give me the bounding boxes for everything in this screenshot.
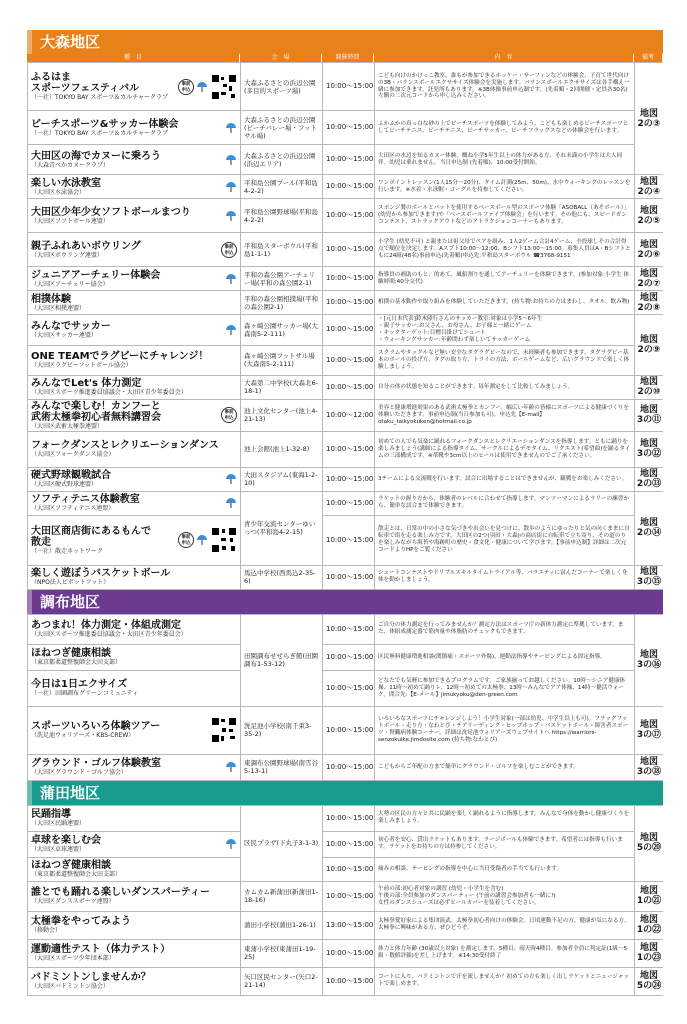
event-organizer: （大田区卓球連盟） (31, 846, 86, 854)
event-time: 10:00～15:00 (323, 63, 375, 111)
event-organizer: （大田区サッカー連盟） (31, 331, 97, 339)
event-organizer: （NPO法人ピボットフット） (31, 579, 110, 587)
event-time: 13:00～15:00 (323, 911, 375, 939)
event-description: 痛みの相談、テーピングの指導を中心に当日受傷者の手当ても行います。 (375, 857, 635, 881)
umbrella-icon (225, 181, 237, 193)
umbrella-icon (225, 154, 237, 166)
table-row (28, 911, 664, 939)
event-time: 10:00～15:00 (323, 467, 375, 491)
event-description: こどもからご年配の方まで簡単にグラウンド・ゴルフを楽しむことができます。 (375, 754, 635, 780)
event-organizer: （大田区フォークダンス協会） (31, 451, 115, 459)
map-reference: 地図 2の⑩ (635, 375, 664, 399)
event-venue: カムカム新蒲田(新蒲田1-18-16) (241, 881, 323, 911)
event-venue: 東蒲小学校(東蒲田1-19-25) (241, 939, 323, 967)
event-venue: 大森ふるさとの浜辺公園(多目的スポーツ場) (241, 63, 323, 111)
umbrella-icon (225, 273, 237, 285)
event-time: 10:00～15:00 (323, 175, 375, 199)
map-reference: 地図 1の㉒ (635, 911, 664, 939)
column-header-row (27, 54, 663, 62)
table-row (28, 881, 664, 911)
event-title: ビーチスポーツ&サッカー体験会 (31, 118, 179, 130)
event-title: 硬式野球観戦試合 (31, 470, 111, 482)
map-reference: 地図 2の④ (635, 175, 664, 199)
map-reference: 地図 3の⑱ (635, 754, 664, 780)
event-venue: 平和の森公園相撲場(平和の森公園2-1) (241, 291, 323, 315)
event-time: 10:00～12:00 (323, 399, 375, 431)
table-row (28, 644, 664, 670)
table-row (28, 754, 664, 780)
map-reference: 地図 5の⑳ (635, 805, 664, 881)
map-reference: 地図 3の⑯ (635, 614, 664, 706)
map-reference: 地図 2の⑦ (635, 267, 664, 291)
map-reference: 地図 2の⑧ (635, 291, 664, 315)
event-description: 3チームによる交流戦を行います。試合に出場することはできませんが、観戦をお楽しみください。 (375, 467, 635, 491)
umbrella-icon (196, 81, 208, 93)
event-venue: 馬込中学校(西馬込2-35-6) (241, 565, 323, 589)
event-title: 楽しい水泳教室 (31, 177, 101, 189)
event-description: 初心者を安心、貸出ラケットもあります。ラージボールも体験できます。希望者には指導も行います。ラケットをお持ちの方は持参してください。 (375, 831, 635, 857)
table-row (28, 967, 664, 995)
table-row (28, 111, 664, 145)
event-time: 10:00～15:00 (323, 644, 375, 670)
event-time: 10:00～15:00 (323, 431, 375, 467)
event-organizer: （大田区スポーツ推進委員協議会・大田区青少年委員会） (31, 631, 187, 639)
event-time: 10:00～15:00 (323, 805, 375, 831)
map-reference: 地図 1の㉑ (635, 881, 664, 911)
umbrella-icon (225, 473, 237, 485)
event-venue: 池上文化センター(池上4-21-13) (241, 399, 323, 431)
event-description: 初めての人でも気楽に踊れるフォークダンスとレクリエーションダンスを指導します。ともに踊りを楽しみましょう(講師による指導タイム、サークルによるデモタイム、リクエスト(希望曲)を踊るタイムの三部構成です。※革靴や3cm以上のヒールは使用できませんのでご了承ください。 (375, 431, 635, 467)
event-title: バドミントンしませんか？ (31, 972, 151, 984)
event-time: 10:00～15:00 (323, 233, 375, 267)
column-header-venue: 会 場 (240, 54, 322, 62)
event-title: あつまれ！体力測定・体組成測定 (31, 620, 181, 632)
event-venue: 蒲田小学校(蒲田1-26-1) (241, 911, 323, 939)
table-row (28, 233, 664, 267)
event-organizer: （東京都柔道整復師会大田支部） (31, 659, 122, 667)
event-time: 10:00～15:00 (323, 831, 375, 857)
event-description: 区民無料健康増進相談(関節痛・スポーツ外傷)、運動法指導やテーピングによる固定指導。 (375, 644, 635, 670)
event-venue: 大森第二中学校(大森北6-18-1) (241, 375, 323, 399)
district-header-kamata: 蒲田地区 (27, 781, 663, 805)
event-description: ご自分の体力測定を行ってみませんか？測定方法はスポーツ庁の新体力測定に準拠しています。また、体組成測定器で筋肉量や体脂肪のチェックもできます。 (375, 614, 635, 644)
event-title: 卓球を楽しむ会 (31, 835, 101, 847)
event-venue: 森ヶ崎公園フットサル場(大森南5-2-111) (241, 345, 323, 375)
column-header-event: 種 目 (27, 54, 240, 62)
kamata-table (27, 805, 663, 996)
umbrella-icon (225, 838, 237, 850)
qr-code-icon[interactable] (211, 717, 237, 743)
event-title: ソフティテニス体験教室 (31, 494, 140, 506)
event-time: 10:00～15:00 (323, 345, 375, 375)
event-organizer: （一社）田園調布グリーンコミュニティ (31, 690, 139, 698)
table-row (28, 63, 664, 111)
table-row (28, 857, 664, 881)
table-row (28, 345, 664, 375)
event-title: スポーツいろいろ体験ツアー (31, 721, 161, 733)
event-description: 指導員の補助のもと、的あて、風船割りを通してアーチェリーを体験できます。(参加対象:小学生 体験時間:40分交代) (375, 267, 635, 291)
event-venue: 平和の森公園アーチェリー場(平和の森公園2-1) (241, 267, 323, 291)
event-description: いろいろなスポーツにチャレンジしよう！小学生対象(一部は幼児、中学生以上も可)。フラッグフットボール・走り方・なわとび・チアリーディング・ヒップホップ・バスケットボール・障害者スポーツ・腎臓病体験コーナー。詳細は洗足池ウォリアーズウェブサイトへ https://warriors-senzokuike.jimdosite.com (持ち物:なわとび) (375, 706, 635, 754)
event-organizer: （大森青べかカヌークラブ） (31, 161, 110, 169)
event-organizer: （大田区武術太極拳連盟） (31, 422, 104, 430)
event-description: 小学生 (幼児不可) と親または祖父母でペアを組み、1人2ゲーム合計4ゲーム、全投球しその合計得点で順位を決定します。Aスプト10:00～12:00、Bシフト13:00～15:00。募集人員はA・Bシフトともに24組(48名)事前申込(先着順)申込先:平和島スターボウル ☎3768-9151 (375, 233, 635, 267)
column-header-time: 開催時間 (322, 54, 374, 62)
event-title: 大田区少年少女ソフトボールまつり (31, 206, 191, 218)
table-row (28, 515, 664, 565)
event-title: 楽しく遊ぼうバスケットボール (31, 568, 171, 580)
event-time: 10:00～15:00 (323, 670, 375, 706)
event-description: 自分の体の状態を知ることができます。毎年測定をして比較してみましょう。 (375, 375, 635, 399)
event-title: 太極拳をやってみよう (31, 916, 131, 928)
event-description: 散走とは、日常の中の小さな気づきや出会いを見つけに、散歩のようにゆったりと気の向くままに自転車で街を走る楽しみ方です。大田区の2つ(羽田・大森)の商店街に自転車で立ち寄り、その道のりを楽しみながら海苔や海跡町の歴史・食文化・健康について学びます。【事前申込制】詳細は二次元コードよりHPをご覧ください (375, 515, 635, 565)
event-time: 10:00～15:00 (323, 375, 375, 399)
table-row (28, 399, 664, 431)
event-organizer: （大田区ボウリング連盟） (31, 251, 103, 259)
event-venue: 平和島公園野球場(平和島4-2-2) (241, 199, 323, 233)
table-row (28, 199, 664, 233)
event-time: 10:00～15:00 (323, 754, 375, 780)
map-reference: 地図 2の⑥ (635, 233, 664, 267)
event-organizer: （大田区相撲連盟） (31, 304, 86, 312)
table-row (28, 467, 664, 491)
event-organizer: （大田区ラグビーフットボール協会） (31, 362, 132, 370)
event-description: 相撲の基本動作や取り組みを体験していただきます。(持ち物:お持ちの方はまわし、タオル、飲み物) (375, 291, 635, 315)
event-venue: 東調布公園野球場(南雪谷5-13-1) (241, 754, 323, 780)
event-description: こども向けのかけっこ教室、誰もが参加できるホッケー・サーフィンなどの体験会、子育て世代向けの3B・バランスボールエクササイズ体験会を実施します。バランスボールエクササイズは各手構え一緒に参加できます。託児所もあります。※3B体操事前申込制です。(先着順・2回開催・定員各30名) 左側の二次元コードから申し込みください。 (375, 63, 635, 111)
event-title: みんなでサッカー (31, 320, 111, 332)
event-description: スクラムやタックルなど無い安全なタグラグビーなので、未経験者も参加できます。タグラグビー基本のボールの投げ方、タグの取り方、トライの方法、ボールゲームなど、広いグラウンドで楽しく体験しましょう。 (375, 345, 635, 375)
event-organizer: （一社）TOKYO BAY スポーツ＆カルチャークラブ (31, 94, 168, 101)
event-description: 午前の部:初心者対象の講習 (幼児・小学生を含む) 午後の部:全員参加のダンスパーティー (午前の講習会参加者も一緒に!) 女性のダンスシューズは必ずヒールカバーを装着してください。 (375, 881, 635, 911)
event-title: グラウンド・ゴルフ体験教室 (31, 758, 161, 770)
column-header-content: 内 容 (374, 54, 634, 62)
event-description: シュートコンテストやドリブルスキルタイムトライアル等、バラエティに富んだコーナーで楽しく身体を動かしましょう。 (375, 565, 635, 589)
map-reference: 地図 2の⑨ (635, 315, 664, 376)
event-description: 大勢の区民の方々と共に民踊を楽しく踊れるように指導します。みんなで身体を動かし健康づくりを楽しみましょう。 (375, 805, 635, 831)
table-row (28, 267, 664, 291)
event-organizer: （大田区硬式野球連盟） (31, 481, 98, 489)
event-time: 10:00～15:00 (323, 145, 375, 175)
map-reference: 地図 1の㉓ (635, 939, 664, 967)
event-time: 10:00～15:00 (323, 267, 375, 291)
event-time: 10:00～15:00 (323, 706, 375, 754)
event-time: 10:00～15:00 (323, 291, 375, 315)
table-row (28, 491, 664, 515)
event-venue: 青少年交流センターゆいっつ(平和島4-2-15) (241, 491, 323, 565)
event-title: 民踊指導 (31, 809, 71, 821)
event-venue: 矢口区民センター(矢口2-21-14) (241, 967, 323, 995)
omori-table (27, 62, 663, 590)
map-reference: 地図 2の⑬ (635, 467, 664, 491)
event-title: ジュニアアーチェリー体験会 (31, 269, 161, 281)
table-row (28, 706, 664, 754)
event-organizer: （一社）散走ネットワーク (31, 547, 104, 555)
event-title: フォークダンスとレクリエーションダンス (31, 440, 219, 452)
district-header-chofu: 調布地区 (27, 590, 663, 614)
event-title: ふるはま スポーツフェスティバル (31, 72, 140, 94)
event-time: 10:00～15:00 (323, 565, 375, 589)
event-time: 10:00～15:00 (323, 881, 375, 911)
event-organizer: （大田区ソフトボール連盟） (31, 217, 109, 225)
district-header-omori: 大森地区 (27, 30, 663, 54)
map-reference: 地図 2の③ (635, 63, 664, 175)
event-venue: 田園調布せせらぎ館(田園調布1-53-12) (241, 614, 323, 706)
event-title: 親子ふれあいボウリング (31, 240, 141, 252)
event-time: 10:00～15:00 (323, 491, 375, 515)
event-organizer: （一社）TOKYO BAY スポーツ＆カルチャークラブ (31, 129, 168, 137)
table-row (28, 431, 664, 467)
event-title: ほねつぎ健康相談 (31, 860, 111, 872)
table-row (28, 939, 664, 967)
event-title: 大田区の海でカヌーに乗ろう (31, 150, 161, 162)
event-schedule-page (27, 30, 663, 1015)
event-title: 相撲体験 (31, 293, 71, 305)
map-reference: 地図 3の⑮ (635, 565, 664, 589)
event-time: 10:00～15:00 (323, 515, 375, 565)
event-venue: 森ヶ崎公園サッカー場(大森南5-2-111) (241, 315, 323, 346)
event-title: ほねつぎ健康相談 (31, 648, 111, 660)
event-organizer: （大田区ダンススポーツ連盟） (31, 898, 115, 906)
event-title: みんなでLet's 体力測定 (31, 378, 142, 390)
event-time: 10:00～15:00 (323, 939, 375, 967)
event-description: ・[元日本代表]鈴木隆行さんのサッカー教室:対象は小学5～6年生 ・親子サッカー:お父さん、お母さん、お子様と一緒にゲーム ・キックターゲット:目標目掛けてシュート ・ウォーキングサッカー:年齢問わず楽しいてサッカーゲーム (375, 315, 635, 346)
umbrella-icon (225, 497, 237, 509)
qr-code-icon[interactable] (211, 527, 237, 553)
event-organizer: （大田区バドミントン協会） (31, 983, 109, 991)
map-reference: 地図 5の㉔ (635, 967, 664, 995)
event-description: 大田区の水辺を知るカヌー体験。概ね小学5年生以上の体力がある方、それ未満の小学生は大人同伴。幼児は乗れません。当日申込制 (先着順)、10:00受付開始。 (375, 145, 635, 175)
event-organizer: （大田区民踊連盟） (31, 820, 86, 828)
event-venue: 平和島公園プール(平和島4-2-2) (241, 175, 323, 199)
event-venue: 大森ふるさとの浜辺公園(ビーチバレー場・フットサル場) (241, 111, 323, 145)
event-time: 10:00～15:00 (323, 315, 375, 346)
event-organizer: （大田区水泳協会） (31, 188, 86, 196)
chofu-table (27, 614, 663, 781)
event-description: ワンポイントレッスン(1人15分～20分)、タイム計測(25m、50m)、水中ウォーキングのレッスンを行います。※水着・水泳帽・ゴーグルを持参してください。 (375, 175, 635, 199)
table-row (28, 375, 664, 399)
event-organizer: （洗足池ウォリアーズ・KBS-CREW） (31, 732, 135, 740)
table-row (28, 614, 664, 644)
column-header-map: 備考 (634, 54, 663, 62)
table-row (28, 670, 664, 706)
event-description: スポンジ製のボールとバットを使用するベースボール型のスポーツ体験「ASOBALL（あそボール）」(幼児から参加できます)や「ベースボールファイブ体験会」を行います。その他にも、スピードガンコンテスト、ストラックアウトなどのアトラクションコーナーもあります。 (375, 199, 635, 233)
event-description: ふかふかの真っ白な砂の上でビーチスポーツを体験してみよう。こどもも楽しめるビーチスポーツとしてビーチテニス、ビーチテニス、ビーチサッカー、ビーチフラッグスなどの体験会を行います。 (375, 111, 635, 145)
event-time: 10:00～15:00 (323, 614, 375, 644)
event-title: 誰とでも踊れる楽しいダンスパーティー (31, 887, 210, 899)
umbrella-icon (225, 122, 237, 134)
event-venue: 洗足池小学校(南千束3-35-2) (241, 706, 323, 754)
event-description: コートに入り、バドミントンで汗を流しませんか？初めての方も楽しく出しラケットとニュージャットで楽しめます。 (375, 967, 635, 995)
event-venue: 池上会館(池上1-32-8) (241, 431, 323, 467)
event-venue: 大田スタジアム(東海1-2-10) (241, 467, 323, 491)
event-description: 太極拳愛好家による集団演武。太極拳初心者向けの体験会。日頃運動不足の方、健康が気になる方、太極拳に興味がある方、ぜひどうぞ。 (375, 911, 635, 939)
event-description: ラケットの握り方から、体験者のレベルに合わせて指導します。マンツーマンによるラリーの練習から、簡単な試合まで体験できます。 (375, 491, 635, 515)
advance-registration-icon: 事前 申込 (221, 407, 237, 423)
advance-registration-icon: 事前 申込 (178, 79, 194, 95)
table-row (28, 805, 664, 831)
map-reference: 地図 2の⑤ (635, 199, 664, 233)
qr-code-icon[interactable] (211, 74, 237, 100)
event-time: 10:00～15:00 (323, 111, 375, 145)
event-title: 運動適性テスト（体力テスト） (31, 944, 171, 956)
advance-registration-icon: 事前 申込 (178, 532, 194, 548)
event-time: 10:00～15:00 (323, 857, 375, 881)
event-title: 今日は1日エクサイズ (31, 679, 128, 691)
event-organizer: （大田区スポーツ推進委員協議会・大田区青少年委員会） (31, 389, 187, 397)
event-time: 10:00～15:00 (323, 199, 375, 233)
table-row (28, 831, 664, 857)
event-organizer: （大田区スポーツ少年団本部） (31, 955, 115, 963)
table-row (28, 175, 664, 199)
umbrella-icon (225, 761, 237, 773)
event-title: 大田区商店街にあるもんで 散走 (31, 525, 151, 548)
map-reference: 地図 2の⑭ (635, 491, 664, 565)
map-reference: 地図 3の⑫ (635, 431, 664, 467)
event-organizer: （移動会） (31, 927, 62, 935)
event-title: ONE TEAMでラグビーにチャレンジ！ (31, 351, 209, 363)
event-organizer: （大田区グラウンド・ゴルフ協会） (31, 769, 128, 777)
event-organizer: （大田区ソフティテニス連盟） (31, 505, 115, 513)
map-reference: 地図 3の⑰ (635, 706, 664, 754)
event-description: どなたでも気軽に参加できるプログラムです。ご家族揃ってお越しください。10時～シニア健康体操、11時～初めて踊りレ、12時～初めての太極拳、13時～みんなでアア体操、14時～健活ウォーク。問合先:【E-メール】jimukyoku@den-green.com (375, 670, 635, 706)
umbrella-icon (225, 324, 237, 336)
map-reference: 地図 3の⑪ (635, 399, 664, 431)
advance-registration-icon: 事前 申込 (221, 242, 237, 258)
table-row (28, 565, 664, 589)
table-row (28, 291, 664, 315)
event-venue: 平和島スターボウル(平和島1-1-1) (241, 233, 323, 267)
event-description: 美容と健康増進効果のある武術太極拳とカンフー。幅広い年齢の皆様にスポーツによる健康づくりを体験いただきます。事前申込制(当日参加も可)。申込先【E-mail】otaku_taikyokuken@hotmail.co.jp (375, 399, 635, 431)
event-venue: 区民プラザ(下丸子3-1-3) (241, 805, 323, 881)
table-row (28, 315, 664, 346)
umbrella-icon (225, 210, 237, 222)
event-description: 体力と体力年齢 (30歳以上対象) を測定します。5種目、雨天時4種目。参加者全員に判定証(1級～5級・数値評価)を差し上げます。※14:30受付終了 (375, 939, 635, 967)
umbrella-icon (196, 534, 208, 546)
event-time: 10:00～15:00 (323, 967, 375, 995)
event-organizer: （東京都柔道整復師会大田支部） (31, 871, 122, 879)
table-row (28, 145, 664, 175)
event-organizer: （大田区アーチェリー協会） (31, 280, 109, 288)
event-title: みんなで楽しむ！カンフーと 武術太極拳初心者無料講習会 (31, 400, 161, 423)
event-venue: 大森ふるさとの浜辺公園(浜辺エリア) (241, 145, 323, 175)
